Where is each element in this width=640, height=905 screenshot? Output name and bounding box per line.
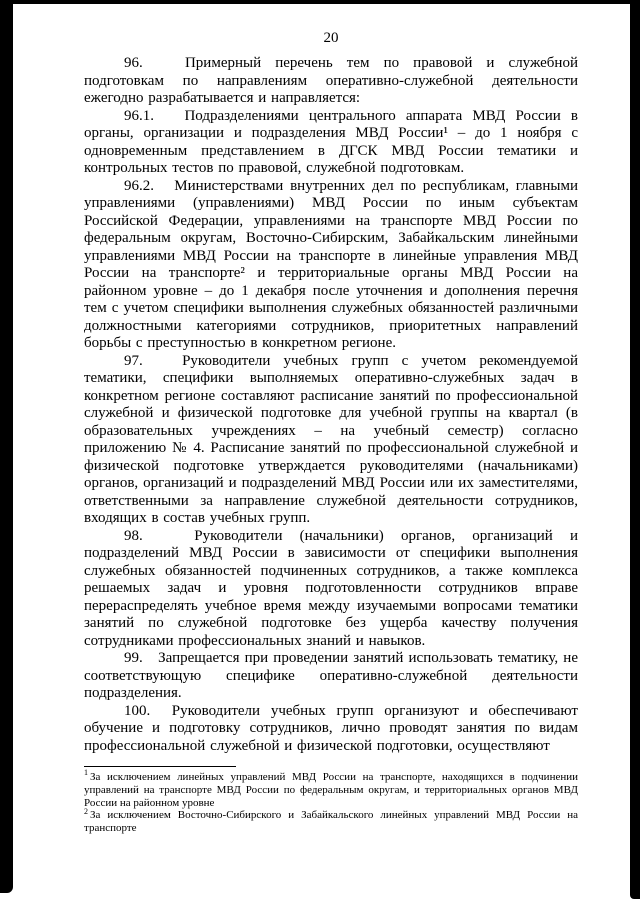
paragraph-99: 99. Запрещается при проведении занятий использовать тематику, не соответствующую специфике оперативно-служебной деятельности подразделения. (84, 650, 578, 701)
paragraph-96-2: 96.2. Министерствами внутренних дел по республикам, главными управлениями (управлениями) МВД России по иным субъектам Российской Федерации, управлениями на транспорте МВД России по федеральным округам, Восточно-Сибирским, Забайкальским линейными управлениями МВД России на транспорте в линейные управления МВД России на транспорте² и территориальные органы МВД России на районном уровне – до 1 декабря после уточнения и дополнения перечня тем с учетом специфики выполнения служебных обязанностей различными должностными категориями сотрудников, приоритетных направлений борьбы с преступностью в конкретном регионе. (84, 177, 578, 351)
footnote-2 (84, 806, 578, 835)
scan-edge-left (0, 0, 13, 893)
footnote-2-marker: 2 (84, 806, 88, 816)
footnotes-section (84, 766, 578, 835)
paragraph-100: 100. Руководители учебных групп организуют и обеспечивают обучение и подготовку сотрудников, лично проводят занятия по видам профессиональной служебной и физической подготовки, осуществляют (84, 702, 578, 754)
page-number: 20 (323, 30, 339, 46)
footnote-1-text: За исключением линейных управлений МВД России на транспорте, находящихся в подчинении управлений на транспорте МВД России по федеральным округам, и территориальных органов МВД России на районном уровне (84, 771, 578, 809)
document-page (13, 4, 630, 905)
document-body (84, 55, 578, 755)
footnote-1 (84, 768, 578, 809)
footnote-separator (84, 766, 236, 767)
footnote-2-text: За исключением Восточно-Сибирского и Забайкальского линейных управлений МВД России на транспорте (84, 809, 578, 835)
paragraph-97: 97. Руководители учебных групп с учетом рекомендуемой тематики, специфики выполняемых оперативно-служебных задач в конкретном регионе составляют расписание занятий по профессиональной служебной и физической подготовке для учебной группы на квартал (в образовательных учреждениях – на учебный семестр) согласно приложению № 4. Расписание занятий по профессиональной служебной и физической подготовке утверждается руководителями (начальниками) органов, организаций и подразделений МВД России или их заместителями, ответственными за направление служебной деятельности сотрудников, входящих в состав учебных групп. (84, 352, 578, 526)
footnote-1-marker: 1 (84, 768, 88, 778)
paragraph-98: 98. Руководители (начальники) органов, организаций и подразделений МВД России в зависимости от специфики выполнения служебных обязанностей подчиненных сотрудников, а также комплекса решаемых задач и уровня подготовленности сотрудников вправе перераспределять учебное время между изучаемыми вопросами тематики занятий по служебной подготовке без ущерба качеству получения сотрудниками профессиональных знаний и навыков. (84, 527, 578, 649)
scan-edge-right (630, 0, 640, 899)
paragraph-96: 96. Примерный перечень тем по правовой и служебной подготовкам по направлениям оперативно-служебной деятельности ежегодно разрабатывается и направляется: (84, 55, 578, 106)
paragraph-96-1: 96.1. Подразделениями центрального аппарата МВД России в органы, организации и подразделения МВД России¹ – до 1 ноября с одновременным представлением в ДГСК МВД России тематики и контрольных тестов по правовой, служебной подготовкам. (84, 107, 578, 176)
